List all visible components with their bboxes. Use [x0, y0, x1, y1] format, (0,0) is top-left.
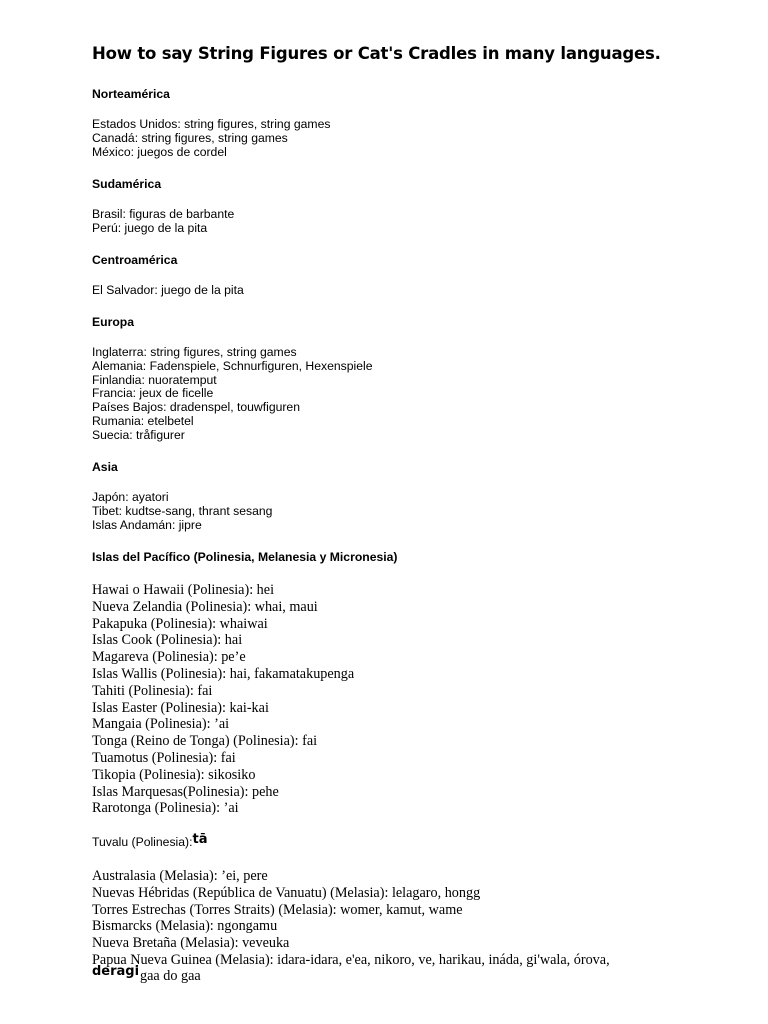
list-item: Rarotonga (Polinesia): ’ai	[92, 800, 239, 817]
heading-pacifico: Islas del Pacífico (Polinesia, Melanesia y Micronesia)	[92, 550, 398, 564]
list-item: Tikopia (Polinesia): sikosiko	[92, 766, 256, 783]
list-item: Magareva (Polinesia): pe’e	[92, 649, 246, 666]
list-item: Islas Wallis (Polinesia): hai, fakamatakupenga	[92, 665, 355, 682]
list-item: Tonga (Reino de Tonga) (Polinesia): fai	[92, 733, 318, 750]
heading-europa: Europa	[92, 315, 134, 329]
list-europa	[92, 346, 372, 443]
list-item: Islas Andamán: jipre	[92, 517, 202, 532]
list-item: Países Bajos: dradenspel, touwfiguren	[92, 400, 300, 415]
list-item: Tibet: kudtse-sang, thrant sesang	[92, 503, 273, 518]
list-norteamerica	[92, 118, 330, 159]
heading-sudamerica: Sudamérica	[92, 177, 162, 191]
list-sudamerica	[92, 208, 234, 236]
list-item: Tahiti (Polinesia): fai	[92, 682, 213, 699]
list-item: Nueva Zelandia (Polinesia): whai, maui	[92, 598, 318, 615]
heading-centroamerica: Centroamérica	[92, 253, 178, 267]
list-item: Torres Estrechas (Torres Straits) (Melasia): womer, kamut, wame	[92, 901, 463, 918]
list-item: Nuevas Hébridas (República de Vanuatu) (Melasia): lelagaro, hongg	[92, 884, 481, 901]
list-item: Francia: jeux de ficelle	[92, 386, 214, 401]
list-item: Islas Marquesas(Polinesia): pehe	[92, 783, 279, 800]
list-item: Suecia: tråfigurer	[92, 427, 185, 442]
list-item: Tuamotus (Polinesia): fai	[92, 749, 236, 766]
list-item: Australasia (Melasia): ’ei, pere	[92, 868, 268, 884]
tuvalu-term: tā	[192, 832, 208, 847]
tuvalu-entry	[92, 832, 207, 849]
list-item: Mangaia (Polinesia): ’ai	[92, 716, 230, 733]
list-item: Rumania: etelbetel	[92, 413, 194, 428]
list-item: Finlandia: nuoratemput	[92, 372, 217, 387]
heading-asia: Asia	[92, 460, 118, 474]
list-item: Canadá: string figures, string games	[92, 130, 288, 145]
list-centroamerica	[92, 284, 244, 298]
list-item: México: juegos de cordel	[92, 144, 227, 159]
deragi-continuation: gaa do gaa	[140, 968, 201, 984]
list-item: Alemania: Fadenspiele, Schnurfiguren, Hexenspiele	[92, 358, 373, 373]
list-polinesia	[92, 582, 354, 817]
tuvalu-label: Tuvalu (Polinesia):	[92, 835, 193, 849]
list-melanesia	[92, 868, 610, 969]
heading-norteamerica: Norteamérica	[92, 87, 170, 101]
list-item: Brasil: figuras de barbante	[92, 207, 235, 221]
list-item: El Salvador: juego de la pita	[92, 283, 244, 297]
list-asia	[92, 491, 272, 532]
list-item: Pakapuka (Polinesia): whaiwai	[92, 615, 268, 632]
list-item: Islas Cook (Polinesia): hai	[92, 632, 243, 649]
deragi-term: deragi	[92, 964, 140, 979]
list-item: Papua Nueva Guinea (Melasia): idara-idara, e'ea, nikoro, ve, harikau, ináda, gi'wala, órova,	[92, 951, 610, 968]
list-item: Hawai o Hawaii (Polinesia): hei	[92, 582, 275, 598]
list-item: Islas Easter (Polinesia): kai-kai	[92, 699, 269, 716]
list-item: Nueva Bretaña (Melasia): veveuka	[92, 935, 290, 952]
page-title: How to say String Figures or Cat's Cradles in many languages.	[92, 44, 661, 63]
list-item: Bismarcks (Melasia): ngongamu	[92, 918, 278, 935]
list-item: Perú: juego de la pita	[92, 220, 208, 235]
list-item: Inglaterra: string figures, string games	[92, 345, 297, 359]
list-item: Estados Unidos: string figures, string games	[92, 117, 331, 131]
list-item: Japón: ayatori	[92, 490, 169, 504]
